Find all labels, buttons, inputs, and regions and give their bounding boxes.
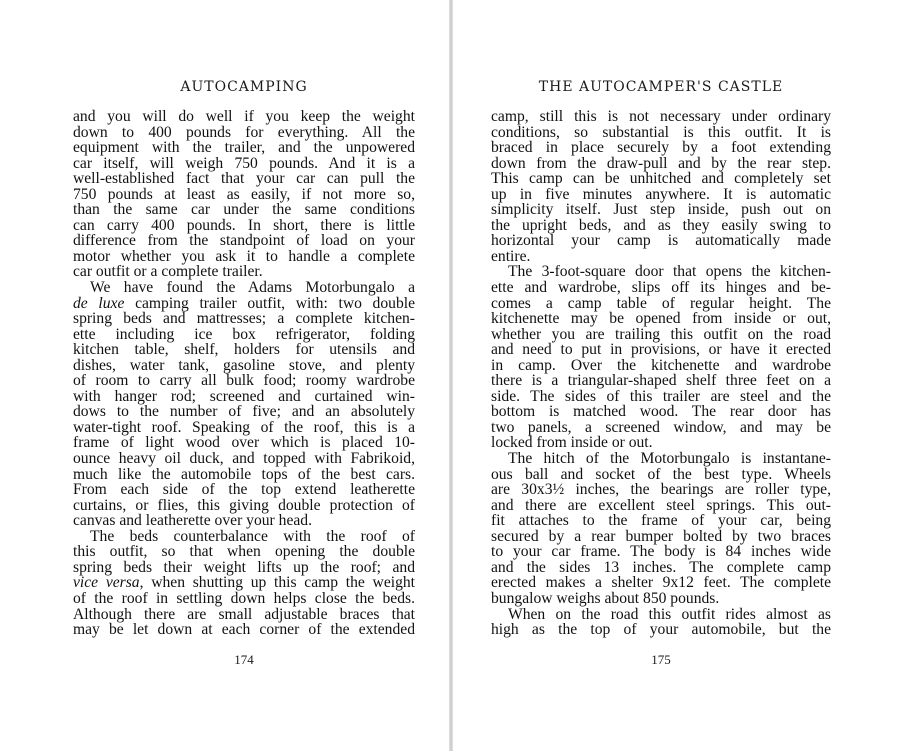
text-line: ette including ice box refrigerator, folding bbox=[73, 325, 415, 343]
text-line: The hitch of the Motorbungalo is instantane- bbox=[508, 450, 831, 468]
text-line: may be let down at each corner of the extended bbox=[73, 621, 415, 639]
text-line: to your car frame. The body is 84 inches wide bbox=[491, 543, 831, 561]
text-line: This camp can be unhitched and completely set bbox=[491, 170, 831, 188]
text-line: the upright beds, and as they easily swing to bbox=[491, 216, 831, 234]
text-line: equipment with the trailer, and the unpowered bbox=[73, 139, 415, 157]
text-line: We have found the Adams Motorbungalo a bbox=[90, 279, 415, 297]
text-line: are 30x3½ inches, the bearings are roller type, bbox=[491, 481, 831, 499]
text-line: curtains, or flies, this giving double protection of bbox=[73, 496, 415, 514]
page-number: 175 bbox=[651, 652, 671, 667]
running-head: AUTOCAMPING bbox=[180, 79, 308, 95]
book-gutter bbox=[449, 0, 453, 751]
page-body bbox=[73, 109, 415, 638]
text-line: ounce heavy oil duck, and topped with Fabrikoid, bbox=[73, 450, 415, 468]
text-line: of the roof in settling down helps close the beds. bbox=[73, 589, 415, 607]
text-line: locked from inside or out. bbox=[491, 434, 653, 452]
text-line: When on the road this outfit rides almost as bbox=[508, 605, 831, 623]
text-line: much like the automobile tops of the best cars. bbox=[73, 465, 415, 483]
text-line: and there are excellent steel springs. This out- bbox=[491, 496, 831, 514]
text-line: frame of light wood over which is placed 10- bbox=[73, 434, 415, 452]
text-line: comes a camp table of regular height. The bbox=[491, 294, 831, 312]
text-line: dows to the number of five; and an absolutely bbox=[73, 403, 415, 421]
text-line: The beds counterbalance with the roof of bbox=[90, 527, 415, 545]
text-line: 750 pounds at least as easily, if not more so, bbox=[73, 185, 415, 203]
italic-phrase: de luxe bbox=[73, 294, 125, 312]
text-line: erected makes a shelter 9x12 feet. The complete bbox=[491, 574, 831, 592]
running-head: THE AUTOCAMPER'S CASTLE bbox=[538, 79, 784, 95]
text-line: and need to put in provisions, or have it erected bbox=[491, 341, 831, 359]
text-line: kitchen table, shelf, holders for utensils and bbox=[73, 341, 415, 359]
text-line-italic-start bbox=[73, 296, 415, 312]
text-line: bottom is matched wood. The rear door has bbox=[491, 403, 831, 421]
text-fragment: camping trailer outfit, with: two double bbox=[124, 294, 415, 312]
text-line: well-established fact that your car can pull the bbox=[73, 170, 415, 188]
text-line: water-tight roof. Speaking of the roof, this is a bbox=[73, 418, 415, 436]
text-line: of room to carry all bulk food; roomy wardrobe bbox=[73, 372, 415, 390]
text-line: can carry 400 pounds. In short, there is little bbox=[73, 216, 415, 234]
text-line: entire. bbox=[491, 247, 531, 265]
text-line: kitchenette may be opened from inside or out, bbox=[491, 310, 831, 328]
text-line: up in five minutes anywhere. It is automatic bbox=[491, 185, 831, 203]
right-page bbox=[491, 0, 831, 751]
page-number: 174 bbox=[234, 652, 254, 667]
text-line: horizontal your camp is automatically made bbox=[491, 232, 831, 250]
left-page bbox=[73, 0, 415, 751]
text-line: fit attaches to the frame of your car, being bbox=[491, 512, 831, 530]
text-line: car itself, will weigh 750 pounds. And it is a bbox=[73, 154, 415, 172]
text-line: bungalow weighs about 850 pounds. bbox=[491, 589, 720, 607]
text-line: Although there are small adjustable braces that bbox=[73, 605, 415, 623]
italic-phrase: vice versa bbox=[73, 574, 140, 592]
text-line: The 3-foot-square door that opens the kitchen- bbox=[508, 263, 831, 281]
text-line: high as the top of your automobile, but the bbox=[491, 621, 831, 639]
text-line: conditions, so substantial is this outfit. It is bbox=[491, 123, 831, 141]
text-line: down to 400 pounds for everything. All the bbox=[73, 123, 415, 141]
text-line: whether you are trailing this outfit on the road bbox=[491, 325, 831, 343]
text-line: difference from the standpoint of load on your bbox=[73, 232, 415, 250]
text-line: canvas and leatherette over your head. bbox=[73, 512, 312, 530]
text-line: spring beds and mattresses; a complete kitchen- bbox=[73, 310, 415, 328]
text-line: motor whether you ask it to handle a complete bbox=[73, 247, 415, 265]
text-line: and the sides 13 inches. The complete camp bbox=[491, 558, 831, 576]
text-line: this outfit, so that when opening the double bbox=[73, 543, 415, 561]
text-line: simplicity itself. Just step inside, push out on bbox=[491, 201, 831, 219]
text-line: ous ball and socket of the best type. Wheels bbox=[491, 465, 831, 483]
text-line: ette and wardrobe, slips off its hinges and be- bbox=[491, 279, 831, 297]
text-line-italic-start bbox=[73, 575, 415, 591]
text-line: side. The sides of this trailer are steel and the bbox=[491, 387, 831, 405]
text-line: there is a triangular-shaped shelf three feet on a bbox=[491, 372, 831, 390]
text-line: down from the draw-pull and by the rear step. bbox=[491, 154, 831, 172]
text-line: car outfit or a complete trailer. bbox=[73, 263, 263, 281]
text-line: in camp. Over the kitchenette and wardrobe bbox=[491, 356, 831, 374]
text-line: camp, still this is not necessary under ordinary bbox=[491, 108, 831, 125]
text-line: and you will do well if you keep the weight bbox=[73, 108, 415, 125]
text-line: From each side of the top extend leatherette bbox=[73, 481, 415, 499]
text-line: two panels, a screened window, and may be bbox=[491, 418, 831, 436]
text-line: dishes, water tank, gasoline stove, and plenty bbox=[73, 356, 415, 374]
page-body bbox=[491, 109, 831, 638]
text-line: secured by a rear bumper bolted by two braces bbox=[491, 527, 831, 545]
text-line: spring beds their weight lifts up the roof; and bbox=[73, 558, 415, 576]
text-line: with hanger rod; screened and curtained win- bbox=[73, 387, 415, 405]
text-fragment: , when shutting up this camp the weight bbox=[139, 574, 415, 592]
text-line: than the same car under the same conditions bbox=[73, 201, 415, 219]
text-line: braced in place securely by a foot extending bbox=[491, 139, 831, 157]
